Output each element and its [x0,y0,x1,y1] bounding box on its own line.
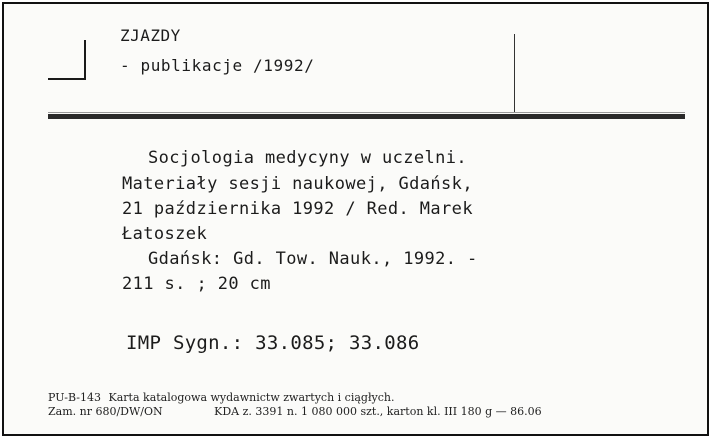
title-line: Materiały sesji naukowej, Gdańsk, [122,174,473,194]
catalog-card [2,2,709,436]
footer-print-line [48,405,542,418]
form-title: Karta katalogowa wydawnictw zwartych i ciągłych. [108,391,395,404]
heading-divider-line [514,34,515,112]
corner-mark-vertical [84,40,86,80]
heading-rule [48,114,685,119]
form-code: PU-B-143 [48,391,102,404]
subject-subdivision: - publikacje /1992/ [120,56,315,75]
call-number: IMP Sygn.: 33.085; 33.086 [126,332,420,354]
imprint-line: Gdańsk: Gd. Tow. Nauk., 1992. - [148,249,478,269]
title-line: Socjologia medycyny w uczelni. [148,148,468,168]
title-line: 21 października 1992 / Red. Marek [122,199,473,219]
collation-line: 211 s. ; 20 cm [122,274,271,294]
subject-heading: ZJAZDY [120,26,181,45]
corner-mark-horizontal [48,78,86,80]
print-info: KDA z. 3391 n. 1 080 000 szt., karton kl. III 180 g — 86.06 [214,405,542,418]
title-line: Łatoszek [122,224,208,244]
order-number: Zam. nr 680/DW/ON [48,405,163,418]
heading-rule-shadow [48,112,685,113]
footer-form-line [48,391,394,404]
